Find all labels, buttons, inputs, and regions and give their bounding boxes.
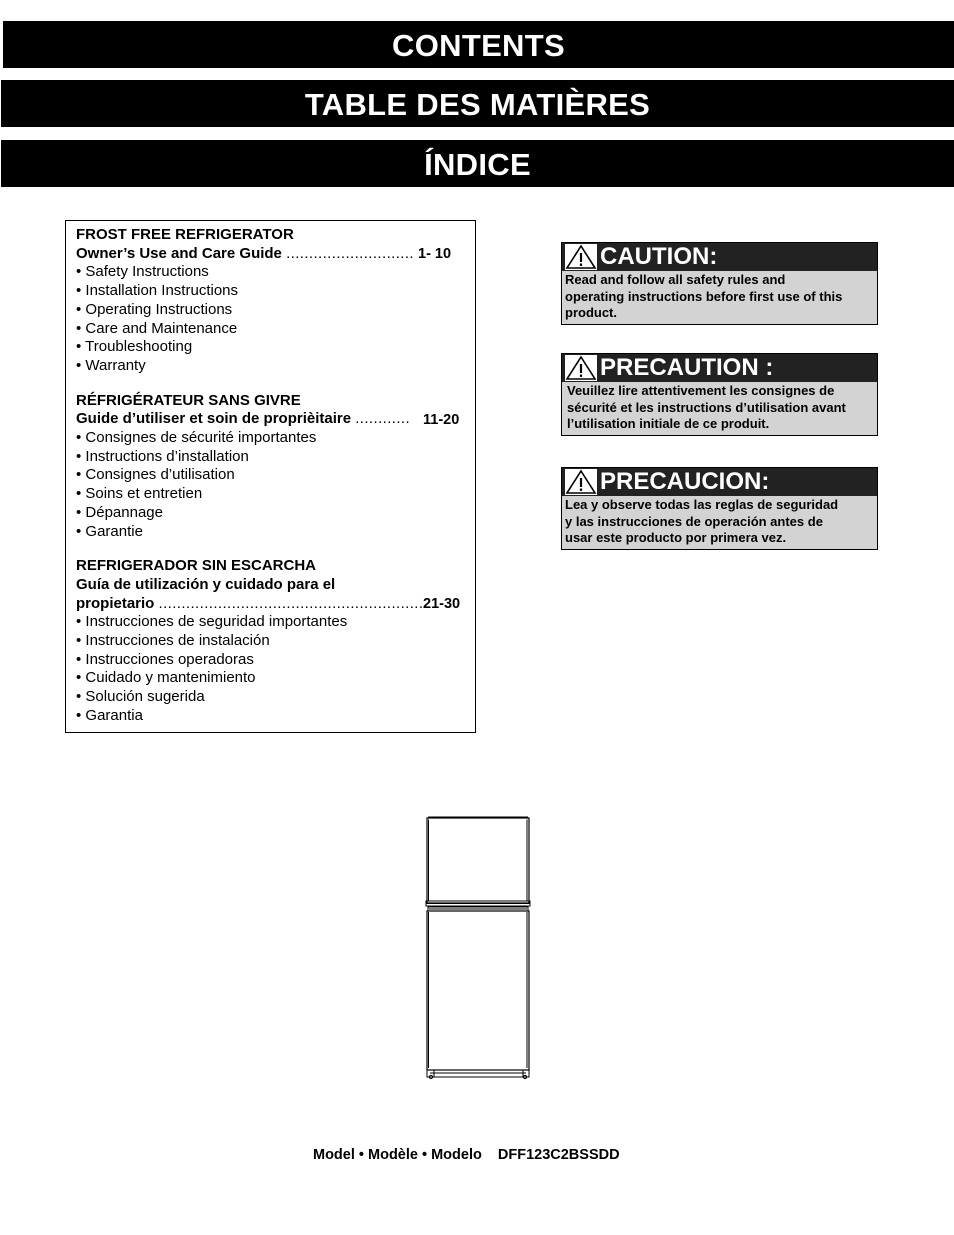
toc-en-item: • Operating Instructions — [76, 300, 233, 318]
toc-es-item: • Instrucciones operadoras — [76, 650, 254, 668]
toc-en-item: • Safety Instructions — [76, 263, 209, 281]
toc-en-item: • Warranty — [76, 356, 146, 374]
toc-fr-guide-row — [76, 410, 475, 429]
toc-fr-guide-label: Guide d’utiliser et soin de proprièitaire — [76, 410, 352, 428]
precaucion-box — [561, 467, 878, 550]
precaucion-header — [562, 468, 877, 496]
indice-banner: ÍNDICE — [1, 140, 954, 187]
table-des-matieres-banner: TABLE DES MATIÈRES — [1, 80, 954, 127]
toc-en-guide-row — [76, 245, 475, 264]
toc-en-item: • Troubleshooting — [76, 338, 193, 356]
toc-es-guide-row — [76, 595, 475, 614]
toc-fr-heading: RÉFRIGÉRATEUR SANS GIVRE — [76, 391, 301, 409]
refrigerator-illustration — [424, 815, 532, 1081]
toc-en-guide-label: Owner’s Use and Care Guide — [76, 244, 282, 262]
toc-en-leader-dots: ............................ — [286, 244, 414, 262]
table-of-contents-box — [65, 220, 476, 733]
toc-en-heading: FROST FREE REFRIGERATOR — [76, 226, 294, 243]
toc-en-item: • Care and Maintenance — [76, 319, 238, 337]
warning-triangle-icon — [565, 355, 597, 381]
precaution-line: sécurité et les instructions d’utilisation avant — [567, 399, 846, 415]
precaution-line: l’utilisation initiale de ce produit. — [567, 416, 770, 432]
toc-es-pages: 21-30 — [423, 595, 461, 612]
caution-box — [561, 242, 878, 325]
toc-fr-item: • Instructions d’installation — [76, 447, 249, 465]
toc-es-item: • Solución sugerida — [76, 688, 205, 706]
toc-fr-pages: 11-20 — [423, 412, 460, 429]
toc-es-item: • Instrucciones de instalación — [76, 632, 270, 650]
precaucion-line: usar este producto por primera vez. — [565, 530, 787, 546]
precaucion-title: PRECAUCION: — [600, 468, 770, 495]
precaution-text — [562, 382, 877, 435]
caution-line: operating instructions before first use of this — [565, 288, 843, 304]
toc-fr-item: • Consignes d’utilisation — [76, 466, 235, 484]
model-line — [313, 1147, 620, 1163]
caution-line: product. — [565, 305, 617, 321]
toc-es-item: • Instrucciones de seguridad importantes — [76, 613, 348, 631]
toc-es-item: • Garantia — [76, 706, 143, 724]
toc-es-heading: REFRIGERADOR SIN ESCARCHA — [76, 557, 317, 575]
precaucion-line: y las instrucciones de operación antes de — [565, 513, 823, 529]
precaution-title: PRECAUTION : — [600, 354, 774, 381]
toc-fr-item: • Consignes de sécurité importantes — [76, 429, 317, 447]
warning-triangle-icon — [565, 244, 597, 270]
toc-es-item: • Cuidado y mantenimiento — [76, 669, 256, 687]
precaution-header — [562, 354, 877, 382]
toc-fr-leader-dots: ............ — [355, 410, 411, 428]
precaution-line: Veuillez lire attentivement les consignes de — [567, 383, 835, 398]
toc-fr-item: • Garantie — [76, 522, 143, 540]
toc-es-guide-label-line1: Guía de utilización y cuidado para el — [76, 575, 336, 593]
toc-es-leader-dots: .......................................................... — [158, 594, 424, 612]
precaution-box — [561, 353, 878, 436]
toc-en-pages: 1- 10 — [418, 245, 452, 262]
caution-line: Read and follow all safety rules and — [565, 272, 786, 287]
warning-triangle-icon — [565, 469, 597, 495]
model-label: Model • Modèle • Modelo — [313, 1147, 482, 1163]
caution-header — [562, 243, 877, 271]
toc-fr-item: • Soins et entretien — [76, 485, 203, 503]
caution-title: CAUTION: — [600, 243, 718, 270]
caution-text — [562, 271, 877, 324]
precaucion-line: Lea y observe todas las reglas de seguridad — [565, 497, 839, 512]
precaucion-text — [562, 496, 877, 549]
toc-en-item: • Installation Instructions — [76, 282, 238, 300]
contents-banner: CONTENTS — [3, 21, 954, 68]
toc-fr-item: • Dépannage — [76, 503, 163, 521]
toc-es-guide-label-line2: propietario — [76, 594, 155, 612]
model-number: DFF123C2BSSDD — [497, 1147, 620, 1163]
